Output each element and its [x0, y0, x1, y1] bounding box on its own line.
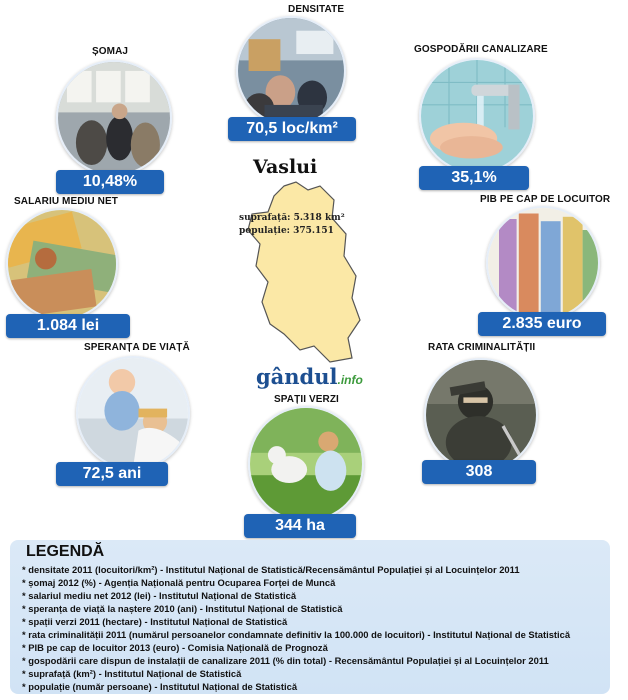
woman-dog-grass-photo [248, 406, 364, 522]
gandul-logo [256, 364, 363, 389]
legend-item: * populație (număr persoane) - Institutul Național de Statistică [22, 680, 570, 693]
title-speranta: SPERANȚA DE VIAȚĂ [84, 342, 190, 353]
title-criminalitate: RATA CRIMINALITĂȚII [428, 342, 536, 353]
mother-baby-photo [76, 356, 190, 470]
faucet-hands-photo [419, 58, 535, 174]
title-salariu: SALARIU MEDIU NET [14, 196, 118, 207]
title-pib: PIB PE CAP DE LOCUITOR [480, 194, 611, 205]
county-map [222, 178, 372, 368]
legend-item: * speranța de viață la naștere 2010 (ani) - Institutul Național de Statistică [22, 602, 570, 615]
county-surface: suprafață: 5.318 km² [239, 213, 345, 223]
county-population: populație: 375.151 [239, 226, 334, 236]
value-canalizare: 35,1% [419, 166, 529, 190]
value-criminalitate: 308 [422, 460, 536, 484]
legend-panel [10, 540, 610, 694]
legend-item: * PIB pe cap de locuitor 2013 (euro) - Comisia Națională de Prognoză [22, 641, 570, 654]
value-somaj: 10,48% [56, 170, 164, 194]
value-densitate: 70,5 loc/km² [228, 117, 356, 141]
euro-banknotes-photo [486, 206, 600, 320]
value-pib: 2.835 euro [478, 312, 606, 336]
legend-item: * densitate 2011 (locuitori/km²) - Institutul Național de Statistică/Recensământul Populației și al Locuințelor 2011 [22, 563, 570, 576]
job-board-crowd-photo [56, 60, 172, 176]
legend-item: * gospodării care dispun de instalații de canalizare 2011 (% din total) - Recensământul Populației și al Locuințelor 2011 [22, 654, 570, 667]
title-canalizare: GOSPODĂRII CANALIZARE [414, 44, 548, 55]
value-salariu: 1.084 lei [6, 314, 130, 338]
street-crowd-photo [236, 16, 346, 126]
legend-item: * șomaj 2012 (%) - Agenția Națională pentru Ocuparea Forței de Muncă [22, 576, 570, 589]
logo-suffix: .info [337, 373, 363, 387]
legend-item: * salariul mediu net 2012 (lei) - Institutul Național de Statistică [22, 589, 570, 602]
legend-list [22, 563, 570, 693]
legend-item: * suprafață (km²) - Institutul Național de Statistică [22, 667, 570, 680]
legend-item: * spații verzi 2011 (hectare) - Institutul Național de Statistică [22, 615, 570, 628]
legend-title: LEGENDĂ [26, 543, 105, 560]
title-densitate: DENSITATE [288, 4, 345, 15]
county-name: Vaslui [253, 156, 318, 178]
lei-banknotes-photo [6, 208, 118, 320]
masked-burglar-photo [424, 358, 538, 472]
title-somaj: ȘOMAJ [92, 46, 129, 57]
title-spatii-verzi: SPAȚII VERZI [274, 394, 339, 405]
logo-text: gândul [256, 364, 338, 389]
legend-item: * rata criminalității 2011 (numărul persoanelor condamnate definitiv la 100.000 de locuitori) - Institutul Național de Statistică [22, 628, 570, 641]
county-info [239, 212, 345, 238]
value-spatii-verzi: 344 ha [244, 514, 356, 538]
value-speranta: 72,5 ani [56, 462, 168, 486]
